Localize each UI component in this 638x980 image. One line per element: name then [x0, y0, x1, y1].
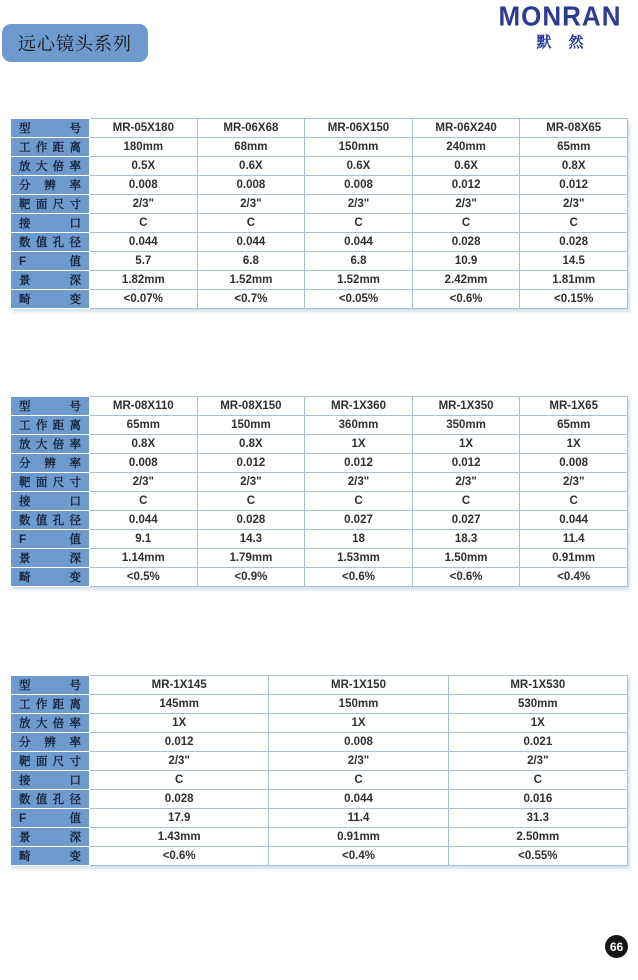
spec-cell: 2/3" [305, 473, 413, 492]
row-label: 放大倍率 [11, 714, 90, 733]
table-row [11, 119, 628, 138]
spec-cell: 1.82mm [90, 271, 198, 290]
spec-cell: <0.7% [197, 290, 305, 309]
table-row [11, 416, 628, 435]
table-row [11, 809, 628, 828]
series-title-banner [2, 24, 148, 62]
row-label: 接口 [11, 214, 90, 233]
table-row [11, 530, 628, 549]
spec-cell: 14.3 [197, 530, 305, 549]
spec-cell: 1X [412, 435, 520, 454]
table-row [11, 435, 628, 454]
spec-cell: C [520, 492, 628, 511]
table-row [11, 252, 628, 271]
spec-cell: 2/3" [90, 195, 198, 214]
spec-cell: 5.7 [90, 252, 198, 271]
spec-cell: C [305, 492, 413, 511]
spec-cell: C [197, 492, 305, 511]
brand-logo-chinese: 默然 [536, 34, 601, 51]
table-row [11, 714, 628, 733]
spec-table-wrap-2 [10, 396, 628, 587]
row-label: 型号 [11, 676, 90, 695]
spec-cell: 2/3" [90, 473, 198, 492]
spec-cell: 18 [305, 530, 413, 549]
table-row [11, 676, 628, 695]
spec-table-wrap-3 [10, 675, 628, 866]
spec-cell: 1X [269, 714, 448, 733]
row-label: 景深 [11, 549, 90, 568]
spec-cell: 0.6X [412, 157, 520, 176]
spec-cell: 0.044 [269, 790, 448, 809]
row-label: 放大倍率 [11, 435, 90, 454]
table-row [11, 847, 628, 866]
spec-cell: <0.6% [305, 568, 413, 587]
model-cell: MR-06X240 [412, 119, 520, 138]
spec-cell: 0.8X [90, 435, 198, 454]
row-label: 畸变 [11, 847, 90, 866]
spec-cell: 11.4 [269, 809, 448, 828]
spec-table-3 [10, 675, 628, 866]
table-row [11, 157, 628, 176]
model-cell: MR-06X150 [305, 119, 413, 138]
spec-cell: C [90, 771, 269, 790]
model-cell: MR-1X360 [305, 397, 413, 416]
row-label: 靶面尺寸 [11, 195, 90, 214]
model-cell: MR-1X145 [90, 676, 269, 695]
spec-cell: 1.52mm [305, 271, 413, 290]
spec-cell: 0.012 [520, 176, 628, 195]
spec-cell: 0.012 [412, 454, 520, 473]
spec-cell: 350mm [412, 416, 520, 435]
spec-cell: 11.4 [520, 530, 628, 549]
model-cell: MR-08X65 [520, 119, 628, 138]
spec-cell: 0.044 [197, 233, 305, 252]
table-row [11, 271, 628, 290]
spec-cell: 0.016 [448, 790, 627, 809]
spec-cell: 0.5X [90, 157, 198, 176]
spec-cell: 0.008 [520, 454, 628, 473]
table-row [11, 828, 628, 847]
spec-cell: 17.9 [90, 809, 269, 828]
table-row [11, 695, 628, 714]
spec-cell: 0.91mm [269, 828, 448, 847]
spec-cell: 2/3" [305, 195, 413, 214]
row-label: 接口 [11, 492, 90, 511]
row-label: 景深 [11, 271, 90, 290]
spec-cell: <0.6% [412, 568, 520, 587]
spec-cell: 0.6X [197, 157, 305, 176]
spec-cell: 180mm [90, 138, 198, 157]
spec-cell: 0.8X [197, 435, 305, 454]
table-row [11, 195, 628, 214]
spec-cell: 9.1 [90, 530, 198, 549]
spec-cell: 0.012 [90, 733, 269, 752]
table-row [11, 473, 628, 492]
row-label: 数值孔径 [11, 511, 90, 530]
spec-cell: 1X [305, 435, 413, 454]
row-label: 型号 [11, 397, 90, 416]
spec-cell: 1X [520, 435, 628, 454]
spec-cell: C [448, 771, 627, 790]
spec-cell: <0.07% [90, 290, 198, 309]
model-cell: MR-1X530 [448, 676, 627, 695]
spec-cell: 0.028 [412, 233, 520, 252]
spec-cell: 240mm [412, 138, 520, 157]
spec-table-1 [10, 118, 628, 309]
spec-cell: 0.91mm [520, 549, 628, 568]
table-row [11, 771, 628, 790]
spec-cell: 1.79mm [197, 549, 305, 568]
spec-cell: 150mm [269, 695, 448, 714]
row-label: 型号 [11, 119, 90, 138]
table-row [11, 790, 628, 809]
spec-cell: 1.52mm [197, 271, 305, 290]
spec-cell: 6.8 [305, 252, 413, 271]
table-row [11, 733, 628, 752]
spec-cell: 0.021 [448, 733, 627, 752]
model-cell: MR-08X110 [90, 397, 198, 416]
row-label: 畸变 [11, 290, 90, 309]
spec-cell: 0.008 [197, 176, 305, 195]
spec-cell: 2/3" [520, 473, 628, 492]
spec-table-2 [10, 396, 628, 587]
spec-cell: 2/3" [448, 752, 627, 771]
row-label: 工作距离 [11, 138, 90, 157]
model-cell: MR-1X150 [269, 676, 448, 695]
spec-cell: 1.14mm [90, 549, 198, 568]
spec-cell: <0.05% [305, 290, 413, 309]
brand-logo-wordmark: MONRAN [498, 0, 622, 32]
spec-cell: C [412, 214, 520, 233]
row-label: 分辨率 [11, 733, 90, 752]
spec-cell: 65mm [520, 138, 628, 157]
spec-cell: 1.43mm [90, 828, 269, 847]
row-label: 靶面尺寸 [11, 752, 90, 771]
model-cell: MR-05X180 [90, 119, 198, 138]
spec-cell: C [520, 214, 628, 233]
spec-cell: 0.8X [520, 157, 628, 176]
row-label: F值 [11, 530, 90, 549]
row-label: F值 [11, 252, 90, 271]
spec-cell: 65mm [520, 416, 628, 435]
spec-cell: 10.9 [412, 252, 520, 271]
table-row [11, 214, 628, 233]
table-row [11, 752, 628, 771]
spec-cell: <0.15% [520, 290, 628, 309]
table-row [11, 549, 628, 568]
spec-cell: 2/3" [520, 195, 628, 214]
spec-cell: 0.008 [90, 176, 198, 195]
model-cell: MR-08X150 [197, 397, 305, 416]
page-number-badge [605, 935, 628, 958]
spec-cell: <0.4% [520, 568, 628, 587]
spec-cell: 1X [448, 714, 627, 733]
spec-cell: 68mm [197, 138, 305, 157]
spec-cell: 0.6X [305, 157, 413, 176]
spec-cell: 2.42mm [412, 271, 520, 290]
row-label: 工作距离 [11, 695, 90, 714]
spec-cell: <0.55% [448, 847, 627, 866]
spec-cell: 0.012 [197, 454, 305, 473]
spec-cell: 0.008 [90, 454, 198, 473]
spec-cell: 0.027 [412, 511, 520, 530]
spec-cell: 0.044 [305, 233, 413, 252]
spec-cell: 1.53mm [305, 549, 413, 568]
spec-cell: 2/3" [90, 752, 269, 771]
spec-cell: 2/3" [197, 473, 305, 492]
spec-cell: 18.3 [412, 530, 520, 549]
spec-cell: 65mm [90, 416, 198, 435]
spec-cell: 0.008 [305, 176, 413, 195]
spec-cell: 0.012 [305, 454, 413, 473]
table-row [11, 290, 628, 309]
series-title: 远心镜头系列 [18, 34, 132, 54]
spec-cell: 14.5 [520, 252, 628, 271]
row-label: 靶面尺寸 [11, 473, 90, 492]
spec-cell: 1.50mm [412, 549, 520, 568]
spec-cell: 0.012 [412, 176, 520, 195]
row-label: 分辨率 [11, 454, 90, 473]
table-row [11, 397, 628, 416]
spec-cell: C [305, 214, 413, 233]
row-label: 工作距离 [11, 416, 90, 435]
table-row [11, 492, 628, 511]
table-row [11, 176, 628, 195]
spec-cell: 0.044 [520, 511, 628, 530]
spec-cell: 530mm [448, 695, 627, 714]
spec-cell: 1X [90, 714, 269, 733]
table-row [11, 511, 628, 530]
model-cell: MR-06X68 [197, 119, 305, 138]
row-label: 接口 [11, 771, 90, 790]
spec-cell: 2/3" [269, 752, 448, 771]
spec-cell: 2.50mm [448, 828, 627, 847]
brand-logo [490, 0, 630, 52]
spec-cell: <0.6% [90, 847, 269, 866]
row-label: 数值孔径 [11, 790, 90, 809]
table-row [11, 233, 628, 252]
spec-cell: C [197, 214, 305, 233]
row-label: 数值孔径 [11, 233, 90, 252]
spec-cell: 0.028 [520, 233, 628, 252]
spec-cell: 0.044 [90, 511, 198, 530]
spec-cell: C [90, 214, 198, 233]
row-label: 放大倍率 [11, 157, 90, 176]
spec-cell: C [269, 771, 448, 790]
spec-cell: 150mm [197, 416, 305, 435]
spec-cell: 2/3" [412, 195, 520, 214]
spec-cell: C [90, 492, 198, 511]
table-row [11, 454, 628, 473]
spec-cell: 0.028 [90, 790, 269, 809]
row-label: 分辨率 [11, 176, 90, 195]
spec-cell: 0.028 [197, 511, 305, 530]
row-label: 景深 [11, 828, 90, 847]
table-row [11, 568, 628, 587]
spec-cell: 0.027 [305, 511, 413, 530]
spec-cell: 2/3" [412, 473, 520, 492]
spec-cell: 6.8 [197, 252, 305, 271]
spec-cell: <0.4% [269, 847, 448, 866]
spec-cell: C [412, 492, 520, 511]
spec-cell: 0.044 [90, 233, 198, 252]
spec-cell: 360mm [305, 416, 413, 435]
spec-cell: <0.9% [197, 568, 305, 587]
spec-cell: 1.81mm [520, 271, 628, 290]
spec-table-wrap-1 [10, 118, 628, 309]
spec-cell: 145mm [90, 695, 269, 714]
spec-cell: 31.3 [448, 809, 627, 828]
spec-cell: 150mm [305, 138, 413, 157]
row-label: F值 [11, 809, 90, 828]
row-label: 畸变 [11, 568, 90, 587]
spec-cell: <0.5% [90, 568, 198, 587]
spec-cell: <0.6% [412, 290, 520, 309]
spec-cell: 2/3" [197, 195, 305, 214]
table-row [11, 138, 628, 157]
model-cell: MR-1X350 [412, 397, 520, 416]
spec-cell: 0.008 [269, 733, 448, 752]
page-number: 66 [609, 939, 624, 954]
model-cell: MR-1X65 [520, 397, 628, 416]
